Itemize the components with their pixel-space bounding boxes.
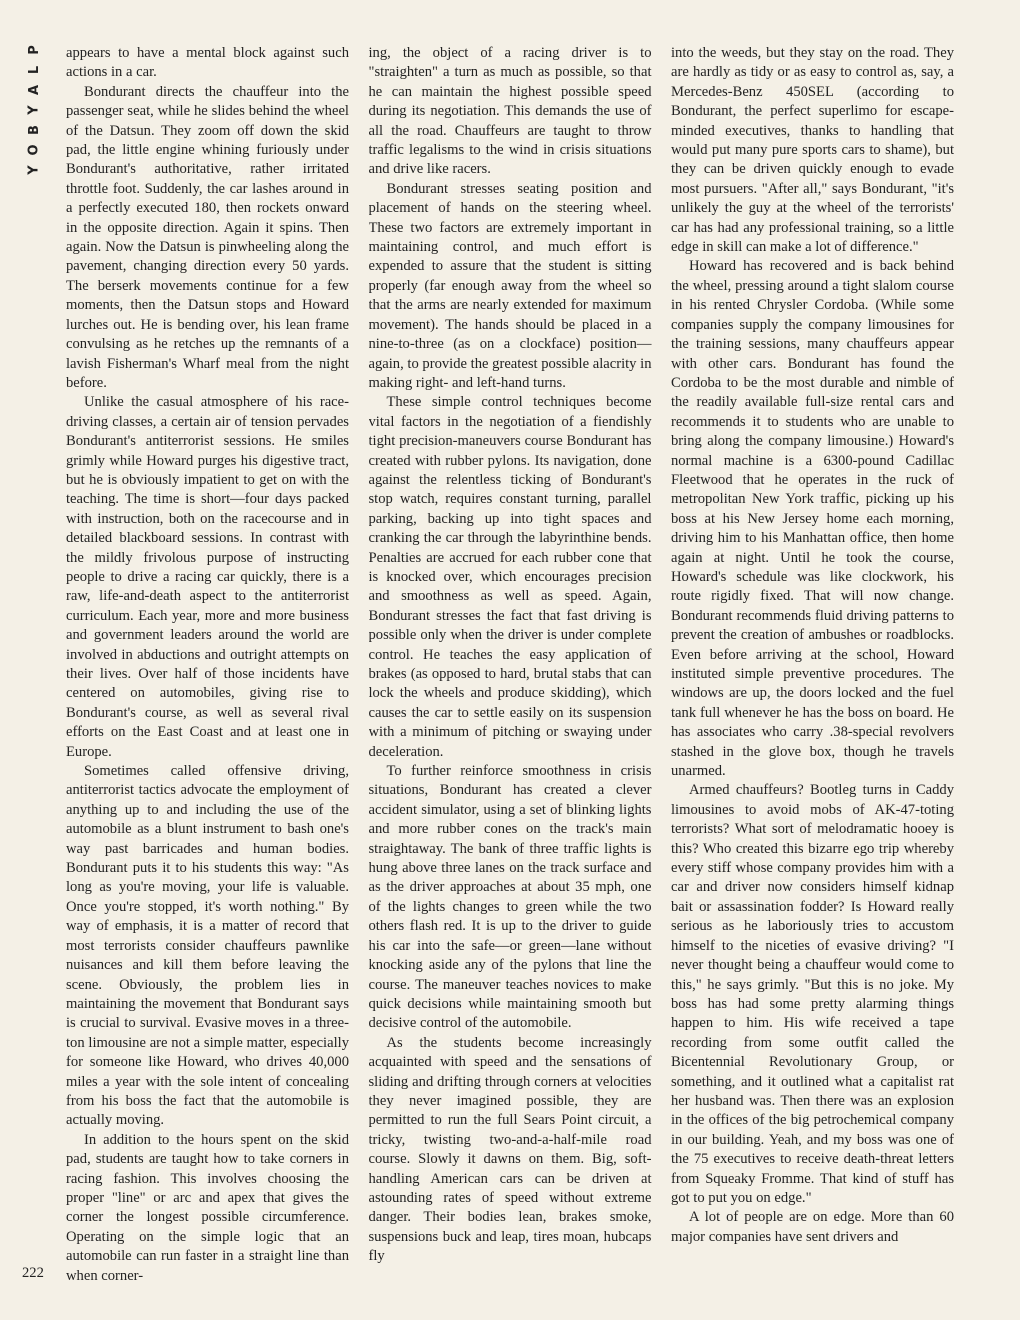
column-1 [66,44,349,1294]
magazine-sidebar-logo [22,40,48,180]
sidebar-letter: A [27,84,42,96]
sidebar-letter: O [27,144,42,156]
paragraph: into the weeds, but they stay on the road. They are hardly as tidy or as easy to control as, say, a Mercedes-Benz 450SEL (according to Bondurant, the perfect superlimo for escape-minded executives, thanks to handling that would put many pure sports cars to shame), but they can be driven quickly enough to evade most pursuers. "After all," says Bondurant, "it's unlikely the guy at the wheel of the terrorists' car has had any professional training, so a little edge in skill can make a lot of difference." [671,45,954,256]
column-3 [671,44,954,1294]
paragraph: These simple control techniques become vital factors in the negotiation of a fiendishly tight precision-maneuvers course Bondurant has created with rubber pylons. Its navigation, done against the relentless ticking of Bondurant's stop watch, requires constant turning, parallel parking, backing up into tight spaces and cranking the car through the labyrinthine bends. Penalties are accrued for each rubber cone that is knocked over, which encourages precision and smoothness as well as speed. Again, Bondurant stresses the fact that fast driving is possible only when the driver is under complete control. He teaches the easy application of brakes (as opposed to hard, brutal stabs that can lock the wheels and produce skidding), which causes the car to settle easily on its suspension with a minimum of pitching or swaying under deceleration. [368,394,652,760]
paragraph: Unlike the casual atmosphere of his race-driving classes, a certain air of tension pervades Bondurant's antiterrorist sessions. He smiles grimly while Howard purges his digestive tract, but he is obviously impatient to get on with the teaching. The time is short—four days packed with instruction, both on the racecourse and in detailed blackboard sessions. In contrast with the mildly frivolous purpose of instructing people to drive a racing car quickly, there is a raw, life-and-death aspect to the antiterrorist curriculum. Each year, more and more business and government leaders around the world are involved in abductions and outright attempts on their lives. Over half of those incidents have centered on automobiles, giving rise to Bondurant's course, as well as several rival efforts on the East Coast and at least one in Europe. [66,394,349,760]
sidebar-letter: P [27,45,42,55]
paragraph: Sometimes called offensive driving, antiterrorist tactics advocate the employment of anything up to and including the use of the automobile as a blunt instrument to bash one's way past barricades and human bodies. Bondurant puts it to his students this way: "As long as you're moving, your life is valuable. Once you're stopped, it's worth nothing." By way of emphasis, it is a matter of record that most terrorists consider chauffeurs pawnlike nuisances and kill them before leaving the scene. Obviously, the problem lies in maintaining the movement that Bondurant says is crucial to survival. Evasive moves in a three-ton limousine are not a simple matter, especially for someone like Howard, who drives 40,000 miles a year with the sole intent of concealing from his boss the fact that the automobile is actually moving. [66,763,349,1129]
paragraph: Bondurant stresses seating position and placement of hands on the steering wheel. These two factors are extremely important in maintaining control, and much effort is expended to assure that the student is sitting properly (far enough away from the wheel so that the arms are nearly extended for maximum movement). The hands should be placed in a nine-to-three (as on a clockface) position—again, to provide the greatest possible alacrity in making right- and left-hand turns. [368,180,652,391]
paragraph: In addition to the hours spent on the skid pad, students are taught how to take corners in racing fashion. This involves choosing the proper "line" or arc and apex that gives the corner the longest possible circumference. Operating on the simple logic that an automobile can run faster in a straight line than when corner- [66,1131,349,1284]
paragraph: Howard has recovered and is back behind the wheel, pressing around a tight slalom course in his rented Chrysler Cordoba. (While some companies supply the company limousines for the training sessions, many chauffeurs appear with other cars. Bondurant has found the Cordoba to be the most durable and nimble of the readily available full-size rental cars and recommends it to students who are unable to bring along the company limousine.) Howard's normal machine is a 6300-pound Cadillac Fleetwood that he operates in the ruck of metropolitan New York traffic, picking up his boss at his New Jersey home each morning, driving him to his Manhattan office, then home again at night. Until he took the course, Howard's schedule was like clockwork, his route rigidly fixed. That will now change. Bondurant recommends fluid driving patterns to prevent the creation of ambushes or roadblocks. Even before arriving at the school, Howard instituted simple preventive procedures. The windows are up, the doors locked and the fuel tank full whenever he has the boss on board. He has associates who carry .38-special revolvers stashed in the glove box, though he travels unarmed. [671,258,954,780]
page-number: 222 [22,1265,44,1281]
sidebar-letter: L [26,65,42,75]
paragraph: appears to have a mental block against such actions in a car. [66,45,349,81]
paragraph: ing, the object of a racing driver is to "straighten" a turn as much as possible, so that he can maintain the highest possible speed during its negotiation. This demands the use of all the road. Chauffeurs are taught to throw traffic legalisms to the wind in crisis situations and drive like racers. [368,45,652,178]
paragraph: To further reinforce smoothness in crisis situations, Bondurant has created a clever accident simulator, using a set of blinking lights and more rubber cones on the track's main straightaway. The bank of three traffic lights is hung above three lanes on the track surface and as the driver approaches at about 35 mph, one of the lights changes to green while the two others flash red. It is up to the driver to guide his car into the safe—or green—lane without knocking aside any of the pylons that line the course. The maneuver teaches novices to make quick decisions while maintaining smooth but decisive control of the automobile. [368,763,652,1032]
paragraph: A lot of people are on edge. More than 60 major companies have sent drivers and [671,1209,954,1245]
paragraph: As the students become increasingly acquainted with speed and the sensations of sliding and drifting through corners at velocities they never imagined possible, they are permitted to run the full Sears Point circuit, a tricky, twisting two-and-a-half-mile road course. Slowly it dawns on them. Big, soft-handling American cars can be driven at astounding rates of speed without extreme danger. Their bodies lean, brakes smoke, suspensions buck and leap, tires moan, hubcaps fly [368,1034,652,1265]
sidebar-letter: Y [26,165,42,175]
paragraph: Armed chauffeurs? Bootleg turns in Caddy limousines to avoid mobs of AK-47-toting terrorists? What sort of melodramatic hooey is this? Who created this bizarre ego trip whereby every stiff whose company provides him with a car and driver now considers himself kidnap bait or assassination fodder? Is Howard really serious as he laboriously tries to accustom himself to the niceties of evasive driving? "I never thought being a chauffeur would come to this," he says grimly. "But this is no joke. My boss has had some pretty alarming things happen to him. His wife received a tape recording from some outfit called the Bicentennial Revolutionary Group, or something, and it outlined what a capitalist rat her husband was. Then there was an explosion in the offices of the big petrochemical company in our building. Yeah, and my boss was one of the 75 executives to receive death-threat letters from Squeaky Fromme. That kind of stuff has got to put you on edge." [671,782,954,1206]
column-2 [369,44,652,1294]
sidebar-letter: Y [26,105,42,115]
sidebar-letter: B [26,125,42,135]
paragraph: Bondurant directs the chauffeur into the passenger seat, while he slides behind the wheel of the Datsun. They zoom off down the skid pad, the little engine whining furiously under Bondurant's authoritative, rather irritated throttle foot. Suddenly, the car lashes around in a perfectly executed 180, then rockets onward in the opposite direction. Again it spins. Then again. Now the Datsun is pinwheeling along the pavement, changing direction every 50 yards. The berserk movements continue for a few moments, then the Datsun stops and Howard lurches out. He is bending over, his lean frame convulsing as he retches up the remnants of a lavish Fisherman's Wharf meal from the night before. [66,83,349,391]
article-columns [66,44,954,1294]
